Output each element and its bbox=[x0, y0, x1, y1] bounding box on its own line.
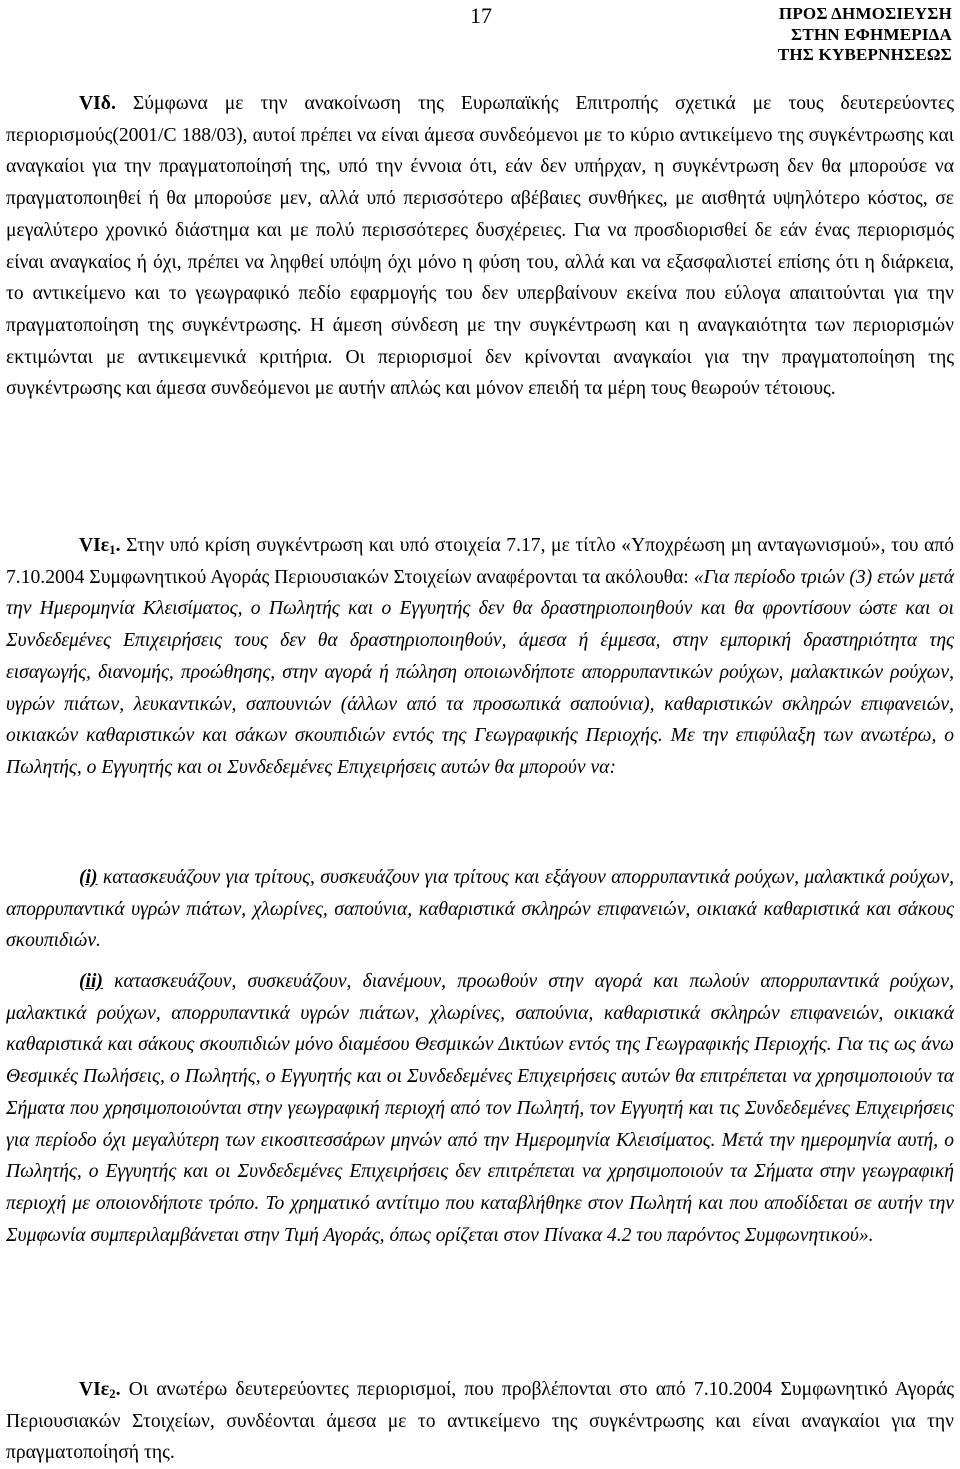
paragraph-vie1-quote: «Για περίοδο τριών (3) ετών μετά την Ημερομηνία Κλεισίματος, ο Πωλητής και ο Εγγυητής δεν θα δραστηριοποιηθούν και θα φροντίσουν ώστε και οι Συνδεδεμένες Επιχειρήσεις τους δεν θα δραστηριοποιηθούν, άμεσα ή έμμεσα, στην εμπορική δραστηριότητα της εισαγωγής, διανομής, προώθησης, στην αγορά ή πώληση οποιωνδήποτε απορρυπαντικών ρούχων, μαλακτικών ρούχων, υγρών πιάτων, λευκαντικών, σαπουνιών (άλλων από τα προσωπικά σαπούνια), καθαριστικών σκληρών επιφανειών, οικιακών καθαριστικών και σάκων σκουπιδιών εντός της Γεωγραφικής Περιοχής. Με την επιφύλαξη των ανωτέρω, ο Πωλητής, ο Εγγυητής και οι Συνδεδεμένες Επιχειρήσεις αυτών θα μπορούν να: bbox=[6, 566, 955, 778]
item-i-text: κατασκευάζουν για τρίτους, συσκευάζουν για τρίτους και εξάγουν απορρυπαντικά ρούχων, μαλακτικά ρούχων, απορρυπαντικά υγρών πιάτων, χλωρίνες, σαπούνια, καθαριστικά σκληρών επιφανειών, οικιακά καθαριστικά και σάκους σκουπιδιών. bbox=[6, 867, 954, 952]
item-ii-text: κατασκευάζουν, συσκευάζουν, διανέμουν, προωθούν στην αγορά και πωλούν απορρυπαντικά ρούχων, μαλακτικά ρούχων, απορρυπαντικά υγρών πιάτων, χλωρίνες, σαπούνια, καθαριστικά σκληρών επιφανειών, οικιακά καθαριστικά και σάκους σκουπιδιών μόνο διαμέσου Θεσμικών Δικτύων εντός της Γεωγραφικής Περιοχής. Για τις ως άνω Θεσμικές Πωλήσεις, ο Πωλητής, ο Εγγυητής και οι Συνδεδεμένες Επιχειρήσεις αυτών θα επιτρέπεται να χρησιμοποιούν τα Σήματα που χρησιμοποιούνται στην γεωγραφική περιοχή από τον Πωλητή, τον Εγγυητή και τις Συνδεδεμένες Επιχειρήσεις για περίοδο όχι μεγαλύτερη των εικοσιτεσσάρων μηνών από την Ημερομηνία Κλεισίματος. Μετά την ημερομηνία αυτή, ο Πωλητής, ο Εγγυητής και οι Συνδεδεμένες Επιχειρήσεις δεν επιτρέπεται να χρησιμοποιούν τα Σήματα στην γεωγραφική περιοχή με οποιονδήποτε τρόπο. Το χρηματικό αντίτιμο που καταβλήθηκε στον Πωλητή και που αποδίδεται σε αυτήν την Συμφωνία συμπεριλαμβάνεται στην Τιμή Αγοράς, όπως ορίζεται στον Πίνακα 4.2 του παρόντος Συμφωνητικού». bbox=[6, 971, 954, 1246]
paragraph-vid-text: Σύμφωνα με την ανακοίνωση της Ευρωπαϊκής Επιτροπής σχετικά με τους δευτερεύοντες περιορισμούς(2001/C 188/03), αυτοί πρέπει να είναι άμεσα συνδεόμενοι με το κύριο αντικείμενο της συγκέντρωσης και αναγκαίοι για την πραγματοποίησή της, υπό την έννοια ότι, εάν δεν υπήρχαν, η συγκέντρωση δεν θα μπορούσε να πραγματοποιηθεί ή θα μπορούσε μεν, αλλά υπό περισσότερο αβέβαιες συνθήκες, με αισθητά υψηλότερο κόστος, σε μεγαλύτερο χρονικό διάστημα και με πολύ περισσότερες δυσχέρειες. Για να προσδιορισθεί δε εάν ένας περιορισμός είναι αναγκαίος ή όχι, πρέπει να ληφθεί υπόψη όχι μόνο η φύση του, αλλά και να εξασφαλιστεί επίσης ότι η διάρκεια, το αντικείμενο και το γεωγραφικό πεδίο εφαρμογής του δεν υπερβαίνουν εκείνα που εύλογα απαιτούνται για την πραγματοποίηση της συγκέντρωσης. Η άμεση σύνδεση με την συγκέντρωση και η αναγκαιότητα των περιορισμών εκτιμώνται με αντικειμενικά κριτήρια. Οι περιορισμοί δεν κρίνονται αναγκαίοι για την πραγματοποίηση της συγκέντρωσης και άμεσα συνδεόμενοι με αυτήν απλώς και μόνον επειδή τα μέρη τους θεωρούν τέτοιους. bbox=[6, 93, 954, 400]
paragraph-vie1-text: Στην υπό κρίση συγκέντρωση και υπό στοιχεία 7.17, με τίτλο «Υποχρέωση μη ανταγωνισμού», του από 7.10.2004 Συμφωνητικού Αγοράς Περιουσιακών Στοιχείων αναφέρονται τα ακόλουθα: bbox=[6, 535, 954, 588]
stamp-line-3: ΤΗΣ ΚΥΒΕΡΝΗΣΕΩΣ bbox=[777, 45, 952, 64]
section-label-vie1-main: VIε bbox=[79, 535, 110, 556]
list-item-ii bbox=[6, 966, 954, 1251]
publication-stamp bbox=[778, 4, 952, 66]
item-i-label: (i) bbox=[79, 867, 98, 888]
section-label-vie1-dot: . bbox=[115, 535, 121, 556]
paragraph-vie2-text: Οι ανωτέρω δευτερεύοντες περιορισμοί, που προβλέπονται στο από 7.10.2004 Συμφωνητικό Αγοράς Περιουσιακών Στοιχείων, συνδέονται άμεσα με το αντικείμενο της συγκέντρωσης και είναι αναγκαίοι για την πραγματοποίησή της. bbox=[6, 1379, 954, 1464]
section-label-vid: VIδ. bbox=[79, 93, 116, 114]
section-label-vie2-sub: 2 bbox=[109, 1386, 116, 1401]
section-label-vie2-main: VIε bbox=[79, 1379, 110, 1400]
section-label-vie1-sub: 1 bbox=[109, 542, 116, 557]
paragraph-vie1 bbox=[6, 530, 954, 784]
paragraph-vid bbox=[6, 88, 954, 405]
item-ii-label: (ii) bbox=[79, 971, 103, 992]
section-label-vie2-dot: . bbox=[115, 1379, 121, 1400]
paragraph-vie2 bbox=[6, 1374, 954, 1469]
stamp-line-1: ΠΡΟΣ ΔΗΜΟΣΙΕΥΣΗ bbox=[778, 4, 952, 23]
section-label-vie1 bbox=[79, 535, 121, 556]
section-label-vie2 bbox=[79, 1379, 121, 1400]
list-item-i bbox=[6, 862, 954, 957]
page-number: 17 bbox=[470, 3, 492, 28]
stamp-line-2: ΣΤΗΝ ΕΦΗΜΕΡΙΔΑ bbox=[791, 24, 952, 44]
